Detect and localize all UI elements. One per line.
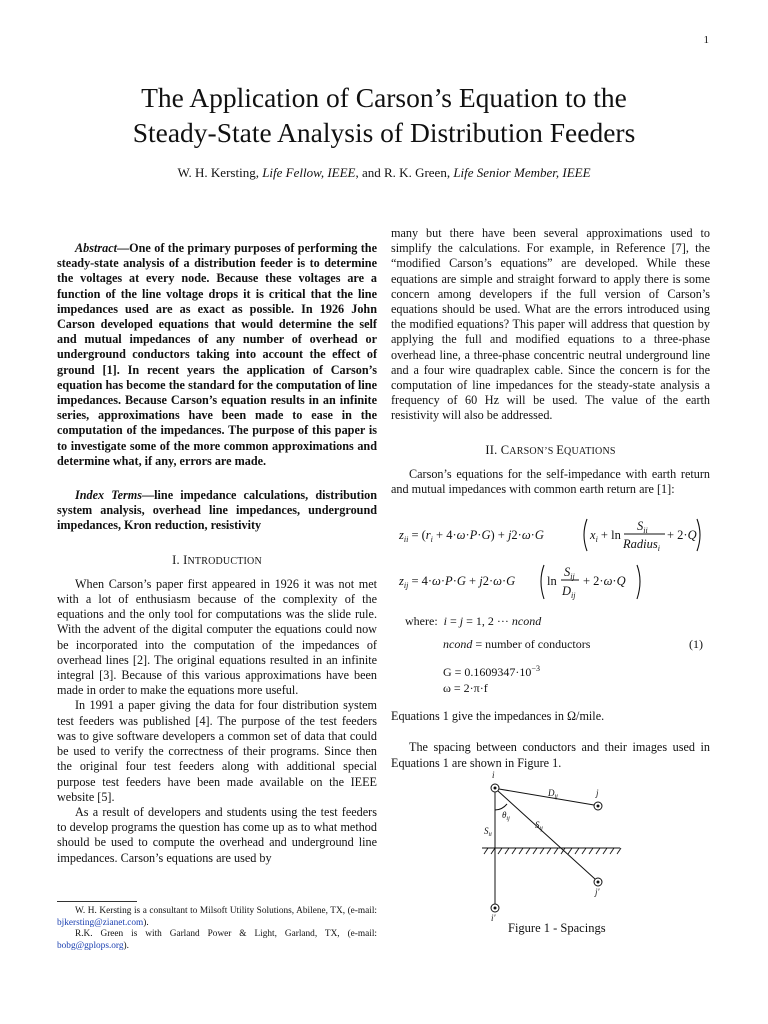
figure-caption: Figure 1 - Spacings xyxy=(508,921,606,935)
abstract-lead: Abstract xyxy=(75,241,117,255)
figure-label-i: i xyxy=(492,770,495,780)
equation-where: where: i = j = 1, 2 ··· ncond xyxy=(405,614,542,629)
email-link-green[interactable]: bobg@gplops.org xyxy=(57,940,124,951)
equation-zij xyxy=(399,559,659,609)
footnotes xyxy=(57,906,377,952)
index-terms-lead: Index Terms xyxy=(75,488,142,503)
title-line-1: The Application of Carson’s Equation to the xyxy=(141,82,627,113)
index-terms xyxy=(57,488,377,534)
intro-paragraph-3: As a result of developers and students using the test feeders to develop programs the question has come up as to what method should be used to compute the overhead and underground line impedances. Carson’s equations are used by xyxy=(57,804,377,865)
figure-label-i-image: i' xyxy=(491,913,496,923)
svg-text:Sii: $S_{ii}$ xyxy=(637,519,648,536)
footnote-kersting: W. H. Kersting is a consultant to Milsoft Utility Solutions, Abilene, TX, (e-mail: bjkersting@zianet.com). xyxy=(57,906,377,928)
svg-text:zij = 4·ω·P·G + j2·ω·G: $z_{ij} = 4\cdot\omega\cdot P\cdot G + j2\cdot\omega\cdot G$ xyxy=(399,574,516,591)
title-line-2: Steady-State Analysis of Distribution Feeders xyxy=(132,117,636,148)
equation-omega: ω = 2·π·f xyxy=(443,681,488,696)
abstract xyxy=(57,241,377,469)
equation-block xyxy=(391,497,710,697)
ncond-var: ncond xyxy=(511,614,542,629)
body-paragraph-carson-intro: Carson’s equations for the self-impedance with earth return and mutual impedances with common earth return are [1]: xyxy=(391,466,710,497)
index-terms-text: —line impedance calculations, distribution system analysis, overhead line impedances, underground impedances, Kron reduction, resistivity xyxy=(57,488,377,533)
section-heading-carsons-equations: II. CARSON’S EQUATIONS xyxy=(485,442,616,457)
figure-label-dij: $D_{ij}$ xyxy=(548,788,558,800)
svg-text:+ 2·ω·Q: + 2·ω·Q xyxy=(583,574,626,589)
author-1: W. H. Kersting, xyxy=(177,165,263,180)
intro-paragraph-1: When Carson’s paper first appeared in 1926 it was not met with a lot of enthusiasm because of the complexity of the equations and the only tool for computations was the slide rule. With the advent of the digital computer the equations could now be incorporated into the computation of the impedances of overhead lines [2]. The original equations resulted in an infinite integral [3]. Because of this various approximations have been made in order to make the equations more useful. xyxy=(57,576,377,698)
svg-text:Dij: $D_{ij}$ xyxy=(562,584,576,601)
figure-spacings-svg xyxy=(480,770,640,923)
svg-text:zii = (ri + 4·ω·P·G) + j2·ω·G: $z_{ii} = (r_i + 4\cdot\omega\cdot P\cdot G) + j2\cdot\omega\cdot G$ xyxy=(399,528,544,545)
author-2-role: Life Senior Member, IEEE xyxy=(453,165,591,180)
abstract-text: —One of the primary purposes of performing the steady-state analysis of a distribution feeder is to determine the voltages at every node. Because these voltages are a function of the line voltage drops it is critical that the line impedances used are as exact as possible. In 1926 John Carson developed equations that would determine the self and mutual impedances of any number of overhead or underground conductors taking into account the effect of ground [1]. In recent years the application of Carson’s equation has become the standard for the computation of line impedances. Because Carson’s equation results in an infinite series, approximations have been made to ease in the computation of the impedances. The purpose of this paper is to investigate some of the more common approximations and determine what, if any, errors are made. xyxy=(57,241,377,468)
author-1-role: Life Fellow, IEEE xyxy=(262,165,356,180)
equation-zii xyxy=(399,513,699,561)
figure-label-j-image: j' xyxy=(595,887,600,897)
equation-zij-svg xyxy=(399,559,659,605)
figure-spacings xyxy=(480,770,640,923)
footnote-divider xyxy=(57,901,137,902)
body-paragraph-spacing: The spacing between conductors and their images used in Equations 1 are shown in Figure 1. xyxy=(391,740,710,770)
section-heading-introduction: I. INTRODUCTION xyxy=(172,552,262,567)
footnote-green: R.K. Green is with Garland Power & Light, Garland, TX, (e-mail: bobg@gplops.org). xyxy=(57,929,377,951)
author-line xyxy=(0,165,768,181)
figure-label-j: j xyxy=(596,788,599,798)
body-paragraph-approximations: many but there have been several approximations used to simplify the calculations. For example, in Reference [7], the “modified Carson’s equations” are developed. While these equations are simple and straight forward to apply there is some concern among developers if the full version of Carson’s equations should be used. What are the errors introduced using the modified equations? This paper will address that question by applying the full and modified equations to a three-phase overhead line, a three-phase concentric neutral underground line and a four wire quadraplex cable. Since the concern is for the computation of line impedances for the steady-state analysis a frequency of 60 Hz will be used. The value of the earth resistivity will also be addressed. xyxy=(391,226,710,423)
body-paragraph-units: Equations 1 give the impedances in Ω/mile. xyxy=(391,709,605,724)
author-2: , and R. K. Green, xyxy=(355,165,454,180)
equation-zii-svg xyxy=(399,513,699,557)
left-column xyxy=(57,241,377,866)
equation-number: (1) xyxy=(689,637,703,652)
intro-paragraph-2: In 1991 a paper giving the data for four distribution system test feeders was published [4]. The purpose of the test feeders was to give software developers a common set of data that could be used to verify the correctness of their programs. Since then the original four test feeders along with additional special purpose test feeders have been made available on the IEEE website [5]. xyxy=(57,698,377,804)
page-number: 1 xyxy=(703,34,709,46)
figure-label-theta: $\theta_{ij}$ xyxy=(502,810,510,822)
email-link-kersting[interactable]: bjkersting@zianet.com xyxy=(57,917,144,928)
equation-G: $G = 0.1609347\cdot 10^{-3}$ xyxy=(443,664,540,680)
svg-text:xi + ln: $x_i + \ln$ xyxy=(590,528,621,545)
svg-text:Radiusi: Radius$_i$ xyxy=(623,537,660,554)
right-column xyxy=(391,226,710,771)
equation-ncond: ncond = number of conductors xyxy=(443,637,591,652)
svg-text:ln: ln xyxy=(547,574,557,589)
figure-label-sii: $S_{ii}$ xyxy=(484,826,492,838)
figure-label-sij: $S_{ij}$ xyxy=(535,820,543,832)
svg-text:Sij: $S_{ij}$ xyxy=(564,565,575,582)
paper-title xyxy=(0,80,768,150)
svg-text:+ 2·Q: + 2·Q xyxy=(667,528,697,543)
